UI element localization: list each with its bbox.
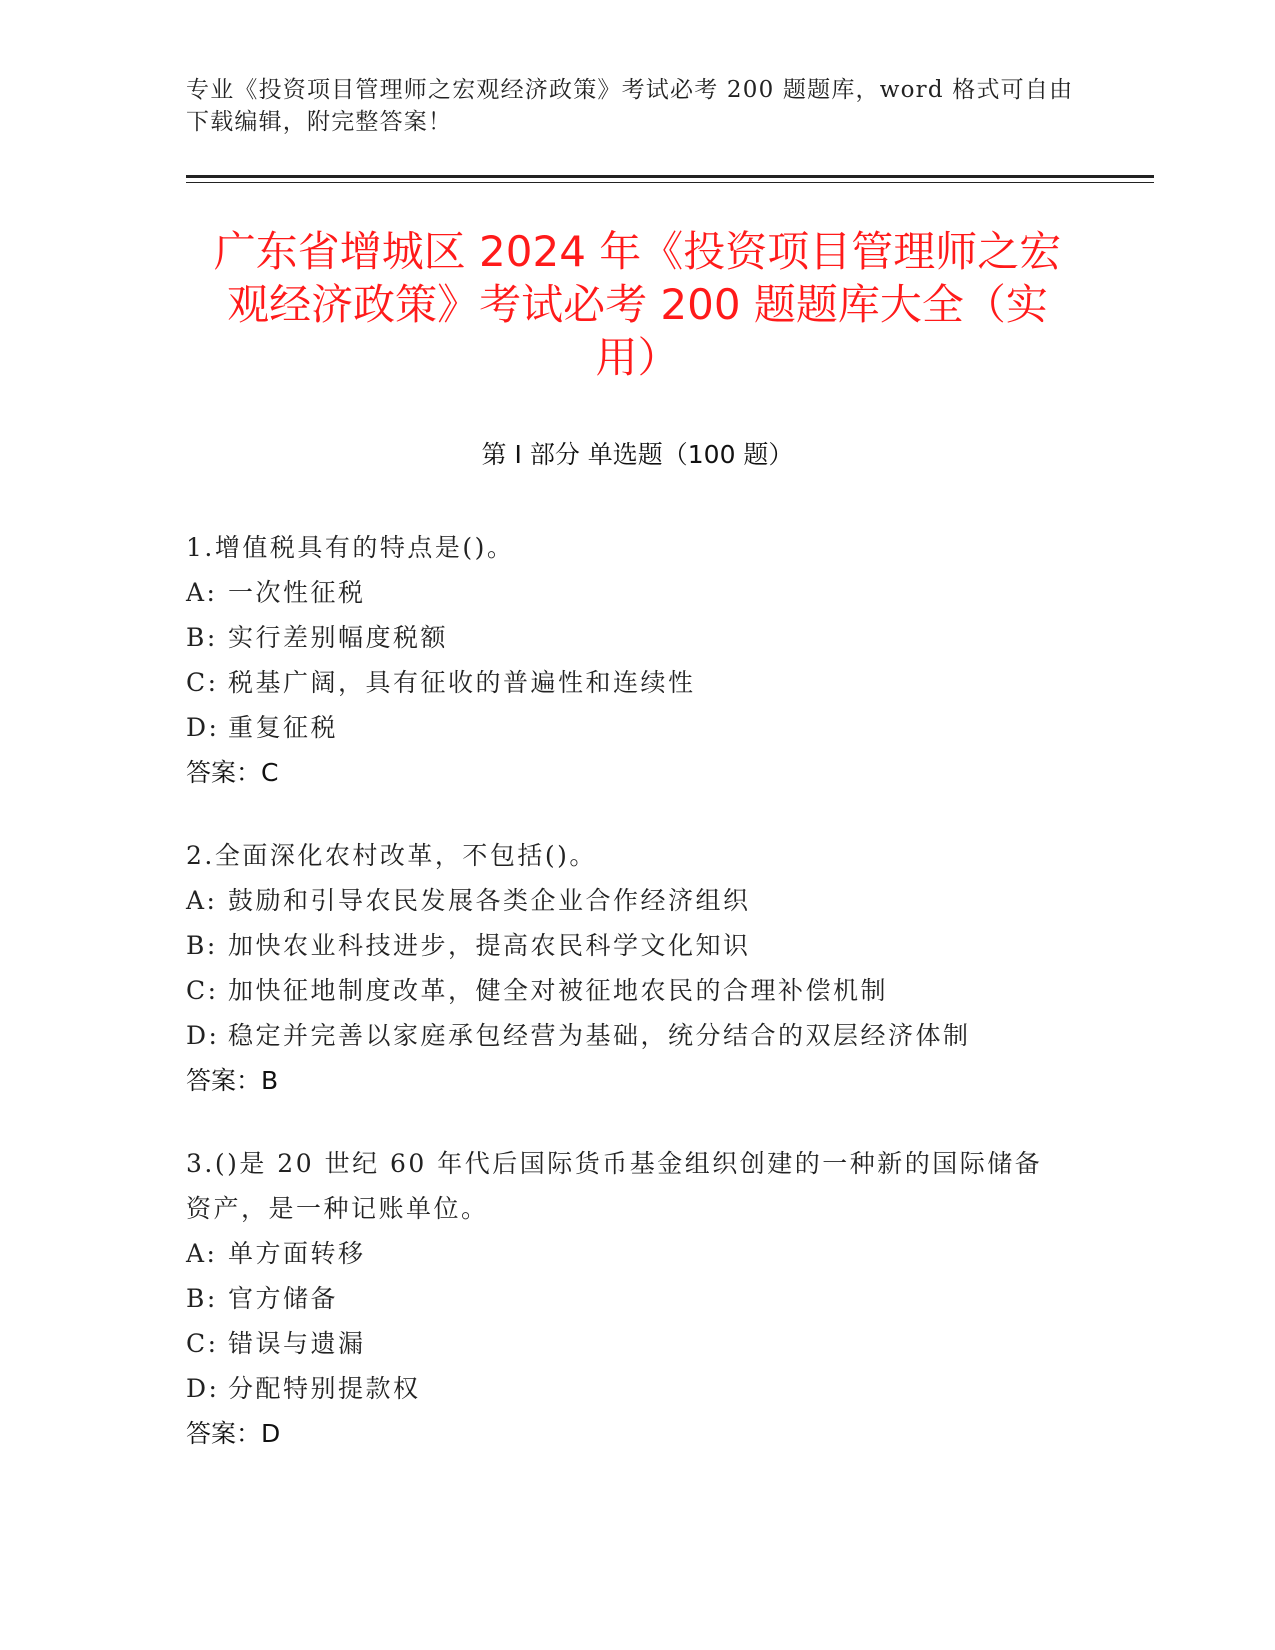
question-stem xyxy=(186,833,1086,878)
option-d xyxy=(186,1013,1086,1058)
option-d xyxy=(186,705,1086,750)
option-key: A: xyxy=(186,578,218,607)
question-3 xyxy=(186,1141,1086,1456)
option-text: 重复征税 xyxy=(228,713,339,742)
document-title xyxy=(150,225,1125,384)
section-title: 第 I 部分 单选题（100 题） xyxy=(481,440,794,469)
option-b xyxy=(186,615,1086,660)
header-rule-thick xyxy=(186,175,1154,178)
option-key: D: xyxy=(186,713,220,742)
option-text: 加快征地制度改革，健全对被征地农民的合理补偿机制 xyxy=(228,976,889,1005)
option-key: C: xyxy=(186,668,219,697)
option-a xyxy=(186,1231,1086,1276)
option-text: 官方储备 xyxy=(228,1284,339,1313)
option-key: D: xyxy=(186,1021,220,1050)
header-note xyxy=(186,74,1086,138)
option-text: 鼓励和引导农民发展各类企业合作经济组织 xyxy=(228,886,751,915)
option-key: B: xyxy=(186,1284,218,1313)
option-c xyxy=(186,968,1086,1013)
option-text: 一次性征税 xyxy=(228,578,366,607)
option-key: B: xyxy=(186,623,218,652)
option-key: A: xyxy=(186,886,218,915)
option-key: C: xyxy=(186,976,219,1005)
option-text: 错误与遗漏 xyxy=(228,1329,366,1358)
answer: 答案：D xyxy=(186,1419,281,1448)
option-a xyxy=(186,878,1086,923)
option-text: 实行差别幅度税额 xyxy=(228,623,449,652)
option-text: 税基广阔，具有征收的普遍性和连续性 xyxy=(228,668,696,697)
option-text: 加快农业科技进步，提高农民科学文化知识 xyxy=(228,931,751,960)
question-stem-line: 1.增值税具有的特点是()。 xyxy=(186,533,515,562)
option-text: 分配特别提款权 xyxy=(228,1374,421,1403)
question-list xyxy=(186,525,1086,1494)
document-title-line-2: 观经济政策》考试必考 200 题题库大全（实 xyxy=(227,280,1048,329)
option-c xyxy=(186,660,1086,705)
question-2 xyxy=(186,833,1086,1103)
answer: 答案：B xyxy=(186,1066,279,1095)
question-stem-line: 3.()是 20 世纪 60 年代后国际货币基金组织创建的一种新的国际储备 xyxy=(186,1149,1043,1178)
option-text: 稳定并完善以家庭承包经营为基础，统分结合的双层经济体制 xyxy=(228,1021,971,1050)
question-stem-line: 资产，是一种记账单位。 xyxy=(186,1194,489,1223)
option-c xyxy=(186,1321,1086,1366)
option-key: D: xyxy=(186,1374,220,1403)
option-text: 单方面转移 xyxy=(228,1239,366,1268)
header-note-line-1: 专业《投资项目管理师之宏观经济政策》考试必考 200 题题库，word 格式可自由 xyxy=(186,77,1074,103)
question-stem xyxy=(186,525,1086,570)
option-b xyxy=(186,1276,1086,1321)
header-rule-thin xyxy=(186,182,1154,183)
document-title-line-3: 用） xyxy=(595,333,680,382)
option-key: A: xyxy=(186,1239,218,1268)
question-stem xyxy=(186,1141,1086,1231)
option-key: B: xyxy=(186,931,218,960)
question-1 xyxy=(186,525,1086,795)
option-a xyxy=(186,570,1086,615)
option-d xyxy=(186,1366,1086,1411)
answer: 答案：C xyxy=(186,758,279,787)
option-key: C: xyxy=(186,1329,219,1358)
header-note-line-2: 下载编辑，附完整答案！ xyxy=(186,109,453,135)
option-b xyxy=(186,923,1086,968)
question-stem-line: 2.全面深化农村改革，不包括()。 xyxy=(186,841,597,870)
document-title-line-1: 广东省增城区 2024 年《投资项目管理师之宏 xyxy=(213,227,1062,276)
